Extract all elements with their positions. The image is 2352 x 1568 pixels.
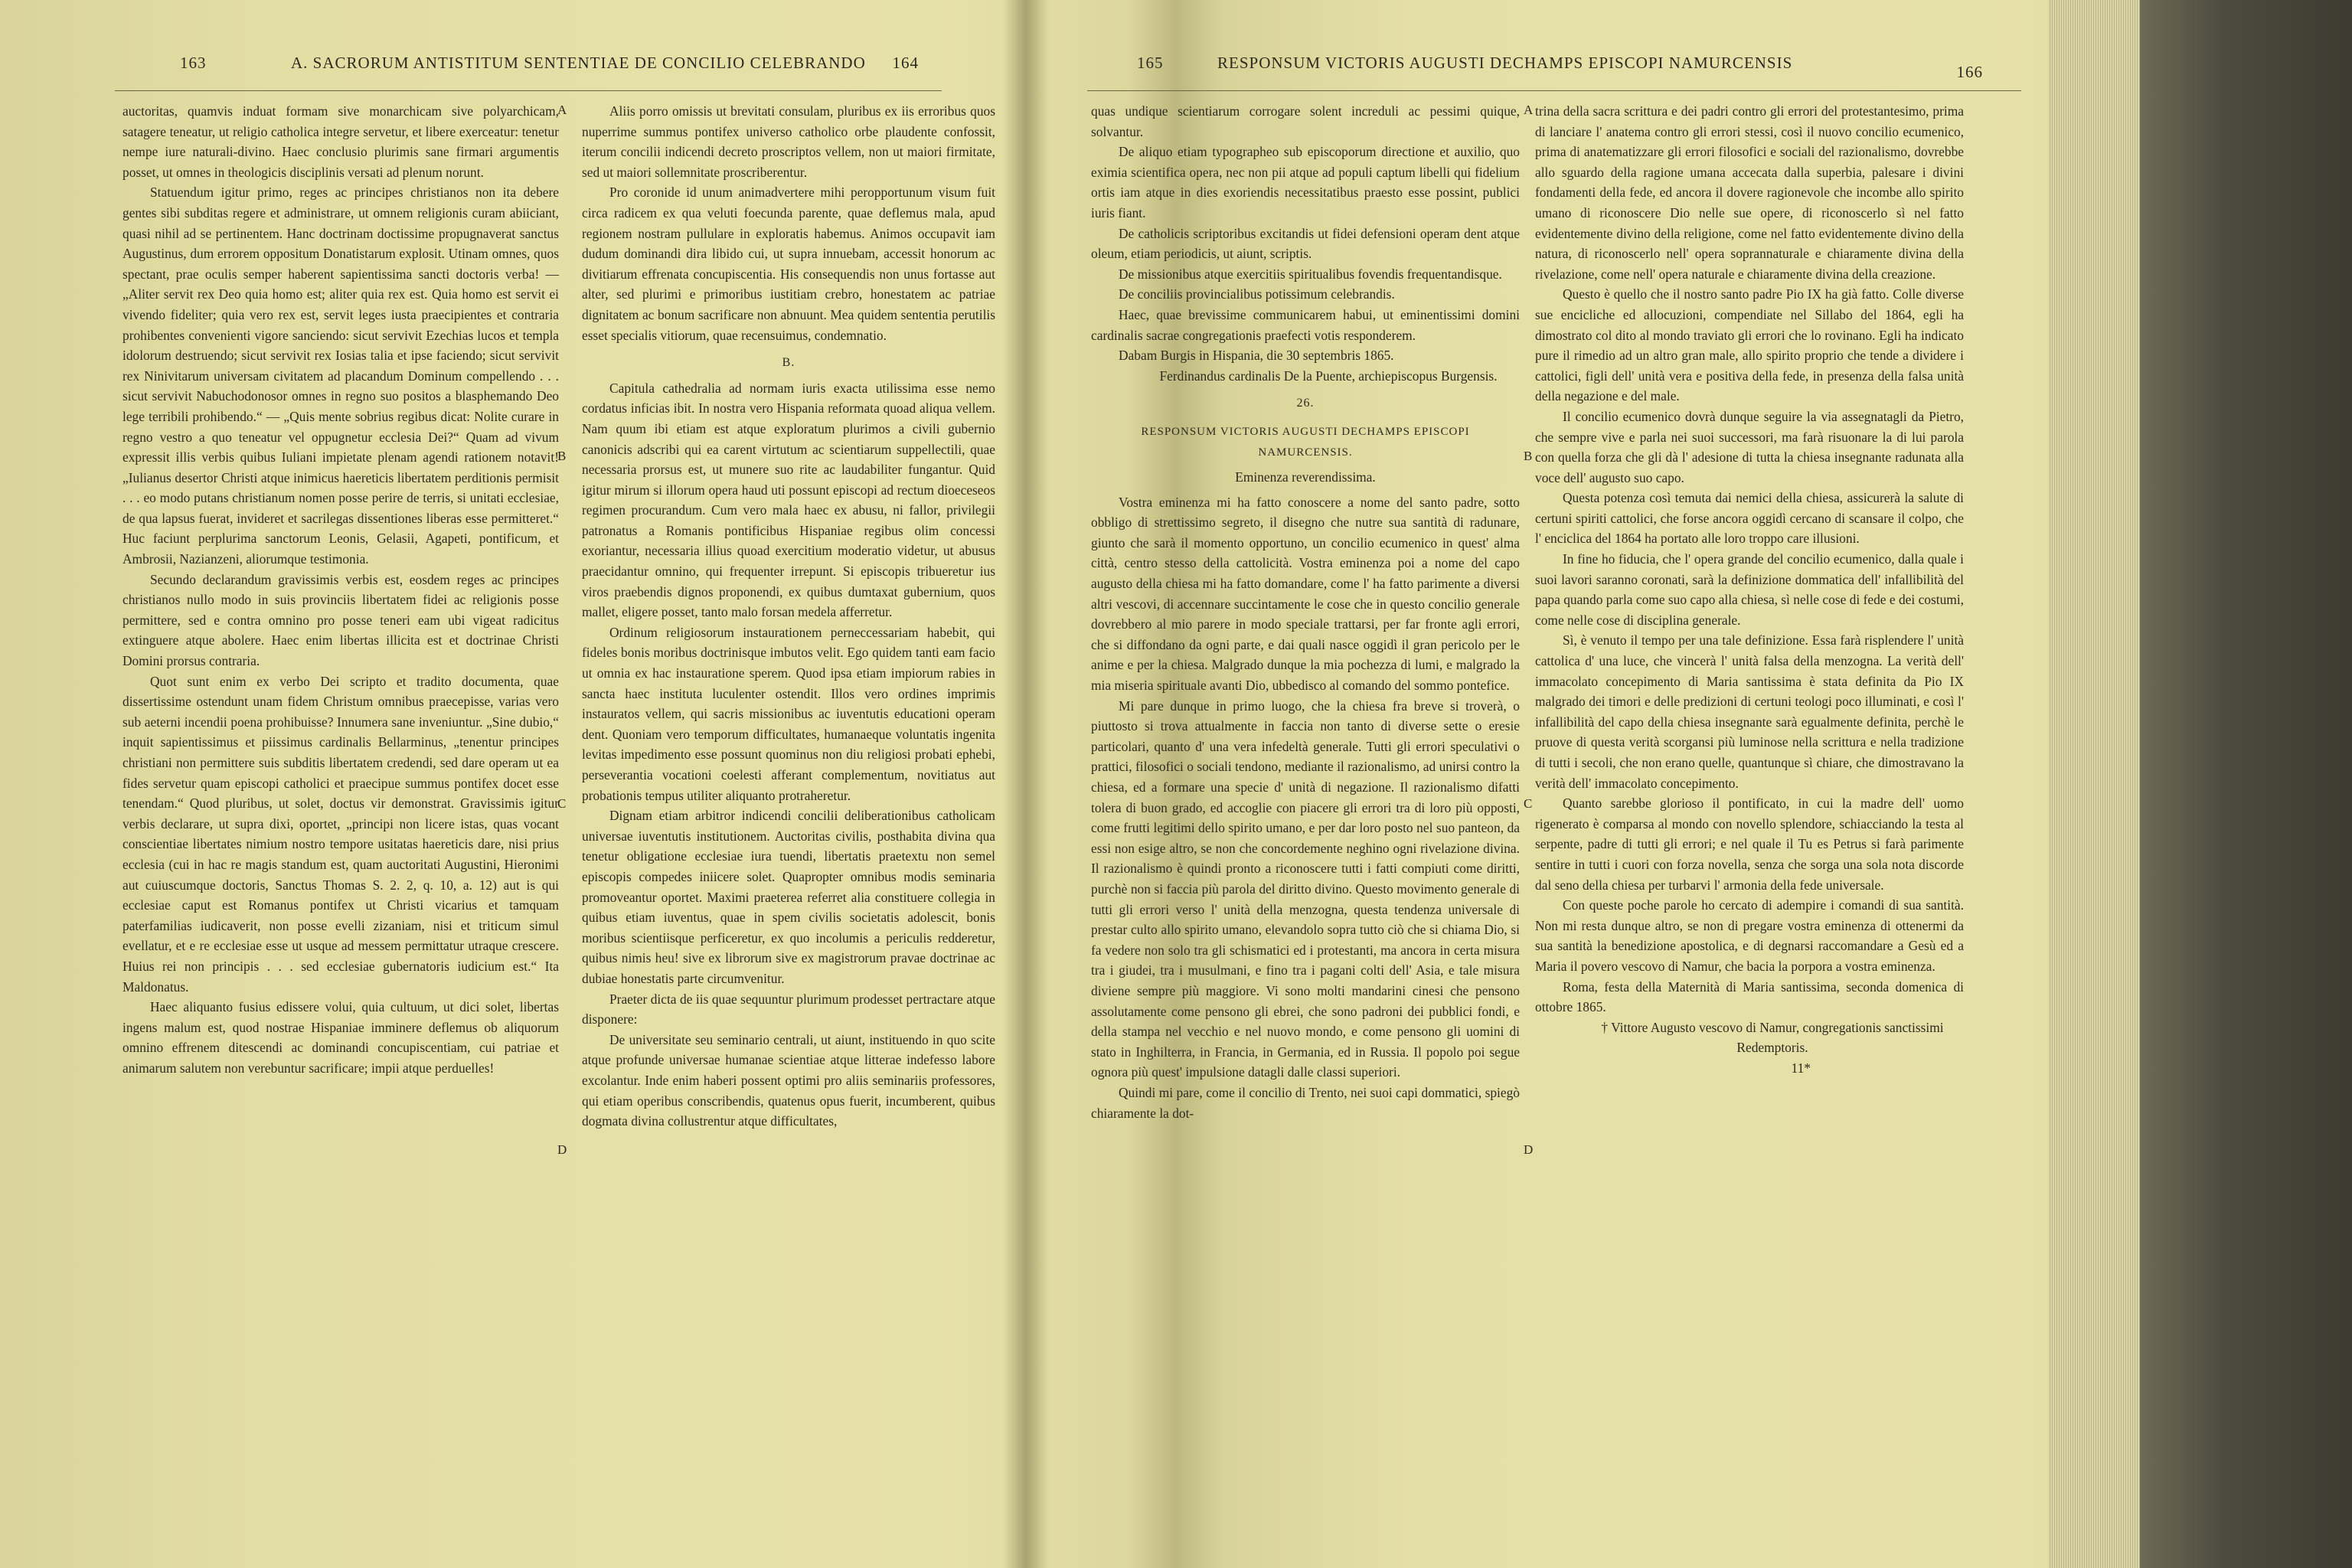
page-number: 165 <box>1137 54 1164 72</box>
paragraph: Secundo declarandum gravissimis verbis est, eosdem reges ac principes christianos nullo modo in suis provinciis libertatem fidei ac religionis posse permittere, sed e contra omnino pro posse teneri eam ubi vigeat radicitus extinguere atque abolere. Haec enim libertas illicita est et doctrinae Christi Domini prorsus contraria. <box>122 571 559 669</box>
signer: Ferdinandus cardinalis De la Puente, archiepiscopus Burgensis. <box>1159 368 1498 384</box>
section-heading: B. <box>782 356 795 370</box>
paragraph: Dignam etiam arbitror indicendi concilii deliberationibus catholicam universae iuventutis institutionem. Auctoritas civilis, posthabita divina qua tenetur obligatione ecclesiae iura tuendi, libertatis praetextu non semel episcopis compedes iniicere solet. Quapropter omnibus modis seminaria promoveantur oportet. Maximi praeterea referret alia constituere collegia in quibus etiam iuventus, quae in spem civilis societatis adolescit, bonis moribus scientiisque perficeretur, ex quo incolumis a periculis redderetur, quibus nimis heu! sive ex librorum sive ex magistrorum pravae doctrinae ac dubiae honestatis parte circumvenitur. <box>582 808 995 986</box>
background-surface <box>2140 0 2352 1568</box>
left-page-header <box>46 54 988 84</box>
paragraph: Ordinum religiosorum instaurationem perneccessariam habebit, qui fideles bonis moribus doctrinisque imbutos velit. Ego quidem tanti eam facio ut omnia ex hac instauratione sperem. Quod ipsa etiam impiorum rabies in sancta haec instituta luculenter ostendit. Illos vero ordines imprimis instauratos vellem, qui sacris missionibus ac iuventutis educationi operam dent. Quoniam vero temporum difficultates, humanaeque voluntatis ingenita levitas impedimento esse possunt quominus non diu religiosi probati ephebi, perseverantia vocationi coelesti afferant complementum, novitiatus aut probationis tempus utiliter aliquanto protraheretur. <box>582 624 995 803</box>
paragraph: Con queste poche parole ho cercato di adempire i comandi di sua santità. Non mi resta dunque altro, se non di pregare vostra eminenza di ottenermi da sua santità la benedizione apostolica, e di degnarsi raccomandare a Gesù ed a Maria il povero vescovo di Namur, che bacia la porpora a vostra eminenza. <box>1535 897 1964 974</box>
paragraph: Statuendum igitur primo, reges ac principes christianos non ita debere gentes sibi subditas regere et administrare, ut omnem religionis curam abiiciant, quasi nihil ad se pertinentem. Hanc doctrinam doctissime propugnaverat sanctus Augustinus, dum errorem oppositum Donatistarum explosit. Utinam omnes, quos spectant, prae oculis semper haberent sapientissima sancti doctoris verba! — „Aliter servit rex Deo quia homo est; aliter quia rex est. Quia homo est servit ei vivendo fideliter; quia vero rex est, servit leges iusta praecipientes et contraria prohibentes convenienti vigore sanciendo: sicut servivit Ezechias lucos et templa idolorum destruendo; sicut servivit rex Iosias talia et ipse faciendo; sicut servivit rex Ninivitarum universam civitatem ad placandum Dominum compellendo . . . sicut servivit Nabuchodonosor omnes in regno suo positos a blasphemando Deo lege terribili prohibendo.“ — „Quis mente sobrius regibus dicat: Nolite curare in regno vestro a quo teneatur vel oppugnetur ecclesia Dei?“ Quam ad vivum expressit illis verbis quibus Iuliani impietate plenam agendi rationem notavit! „Iulianus desertor Christi atque inimicus haereticis libertatem perditionis permisit . . . eo modo putans christianum nomen posse perire de terris, si unitati ecclesiae, de qua lapsus fuerat, invideret et sacrilegas dissentiones liberas esse permitteret.“ Huc faciunt perplurima sanctorum Leonis, Gelasii, Agapeti, pontificum, et Ambrosii, Nazianzeni, aliorumque testimonia. <box>122 185 559 567</box>
section-marker: A <box>557 103 567 117</box>
paragraph: Questa potenza così temuta dai nemici della chiesa, assicurerà la salute di certuni spiriti cattolici, che forse ancora oggidì cercano di scansare il colpo, che l' enciclica del 1864 ha portato alle loro troppo care illusioni. <box>1535 490 1964 547</box>
header-rule <box>1087 90 2021 91</box>
section-marker: D <box>1524 1142 1534 1157</box>
paragraph: Quanto sarebbe glorioso il pontificato, in cui la madre dell' uomo rigenerato è comparsa al mondo con novello splendore, schiacciando la testa al serpente, padre di tutti gli errori; e nel quale il Tu es Petrus si farà parimente sentire in tutti i cuori con forza novella, senza che sorga una sola nota discorde dal seno della chiesa per turbarvi l' armonia della fede universale. <box>1535 795 1964 893</box>
right-column-2 <box>1535 101 1964 1079</box>
right-page <box>1026 0 2044 1568</box>
paragraph: De aliquo etiam typographeo sub episcoporum directione et auxilio, quo eximia scientifica opera, nec non pii atque ad populi captum libelli qui fidelium ortis iam atque in dies exoriendis necessitatibus praesto esse possint, publici iuris fiant. <box>1091 144 1520 220</box>
paragraph: De missionibus atque exercitiis spiritualibus fovendis frequentandisque. <box>1119 266 1502 282</box>
page-edges <box>2048 0 2140 1568</box>
section-marker: A <box>1524 103 1534 117</box>
paragraph: Sì, è venuto il tempo per una tale definizione. Essa farà risplendere l' unità cattolica d' una luce, che vincerà l' unità falsa della menzogna. La verità dell' immacolato concepimento di Maria santissima è stata definita da Pio IX malgrado dei timori e delle predizioni di certuni teologi poco illuminati, e così l' infallibilità del capo della chiesa insegnante sarà egualmente definita, perchè le pruove di questa verità scorgansi più luminose nella scrittura e nella tradizione di tutti i secoli, che non erano quelle, quantunque sì chiare, che dimostravano la verità dell' immacolato concepimento. <box>1535 632 1964 791</box>
left-column-1 <box>122 101 559 1079</box>
paragraph: quas undique scientiarum corrogare solent increduli ac pessimi quique, solvantur. <box>1091 103 1520 139</box>
salutation: Eminenza reverendissima. <box>1235 469 1376 485</box>
section-marker: B <box>557 449 567 463</box>
paragraph: In fine ho fiducia, che l' opera grande del concilio ecumenico, dalla quale i suoi lavori saranno coronati, sarà la definizione dommatica dell' infallibilità del papa quando parla come suo capo alla chiesa, sì nelle cose di fede e dei costumi, come nelle cose di disciplina generale. <box>1535 551 1964 628</box>
right-column-1 <box>1091 101 1520 1123</box>
section-number: 26. <box>1296 397 1315 410</box>
paragraph: Vostra eminenza mi ha fatto conoscere a nome del santo padre, sotto obbligo di strettissimo segreto, il disegno che nutre sua santità di radunare, giunto che sarà il momento opportuno, un concilio ecumenico in quest' alma città, centro stesso della cattolicità. Vostra eminenza poi a nome del capo augusto della chiesa mi ha fatto domandare, come l' ha fatto parimente a diversi altri vescovi, di accennare succintamente le cose che in questo concilio generale dovrebbero al mio parere in modo speciale trattarsi, per far fronte agli errori, che si diffondano da ogni parte, e dai quali nasce oggidì il gran pericolo per le anime e per la chiesa. Malgrado dunque la mia pochezza di lumi, e malgrado la mia miseria spirituale avanti Dio, ubbedisco al comando del sommo pontefice. <box>1091 494 1520 694</box>
paragraph: trina della sacra scrittura e dei padri contro gli errori del protestantesimo, prima di lanciare l' anatema contro gli errori stessi, così il nuovo concilio ecumenico, prima di anatematizzare gli errori filosofici e sociali del razionalismo, dovrebbe allo sguardo della ragione umana accecata dalla superbia, palesare i divini fondamenti della fede, ed ancora il dovere ragionevole che incombe allo spirito umano di riconoscere Dio nelle sue opere, di riconoscerlo sì nel fatto evidentemente divino della religione, come nel fatto evidentemente divino della natura, di riconoscerlo nell' opera soprannaturale e chiaramente divina della rivelazione, come nell' opera naturale e chiaramente divina della creazione. <box>1535 103 1964 282</box>
paragraph: Quindi mi pare, come il concilio di Trento, nei suoi capi dommatici, spiegò chiaramente la dot- <box>1091 1084 1520 1121</box>
right-page-header <box>1072 54 2014 84</box>
paragraph: Capitula cathedralia ad normam iuris exacta utilissima esse nemo cordatus inficias ibit. In nostra vero Hispania reformata quoad aliqua vellem. Nam quum ibi etiam est atque exploratum plurimos a civili gubernio canonicis adscribi qui ea carent virtutum ac scientiarum suppellectili, quae necessaria prorsus est, ut munere suo rite ac laudabiliter fungantur. Quid igitur mirum si illorum opera haud uti possunt episcopi ad rectum dioeceseos regimen procurandum. Cum vero mala haec ex abusu, ni fallor, privilegii patronatus a Romanis pontificibus Hispaniae regibus olim concessi exoriantur, necessaria illius quoad exercitium moderatio videtur, ut abusus praecidantur omnino, qui frequenter irrepunt. Si episcopis tribueretur ius viros praebendis dignos proponendi, ex quibus dumtaxat gubernium, quos mallet, eligere posset, tanto malo forsan medela afferretur. <box>582 380 995 620</box>
paragraph: Haec, quae brevissime communicarem habui, ut eminentissimi domini cardinalis sacrae congregationis praefecti votis responderem. <box>1091 306 1520 343</box>
signature: † Vittore Augusto vescovo di Namur, congregationis sanctissimi Redemptoris. <box>1601 1019 1944 1056</box>
paragraph: De conciliis provincialibus potissimum celebrandis. <box>1119 286 1395 302</box>
paragraph: De universitate seu seminario centrali, ut aiunt, instituendo in quo scite atque profunde universae humanae scientiae atque litterae indefesso labore excolantur. Inde enim haberi possent optimi pro aliis seminariis professores, qui etiam operibus conscribendis, quatenus opus fuerit, incumberent, quibus dogmata divina collustrentur atque difficultates, <box>582 1031 995 1129</box>
section-marker: B <box>1524 449 1533 463</box>
paragraph: De catholicis scriptoribus excitandis ut fidei defensioni operam dent atque oleum, etiam periodicis, ut aiunt, scriptis. <box>1091 225 1520 262</box>
paragraph: Aliis porro omissis ut brevitati consulam, pluribus ex iis erroribus quos nuperrime summus pontifex universo catholico orbe plaudente confossit, iterum concilii indicendi decreto proscriptos vellem, non ut maiori firmitate, sed ut maiori sollemnitate proscriberentur. <box>582 103 995 180</box>
header-rule <box>115 90 942 91</box>
paragraph: Haec aliquanto fusius edissere volui, quia cultuum, ut dici solet, libertas ingens malum est, quod nostrae Hispaniae imminere deflemus ob aliquorum omnino effrenem ditescendi ac dominandi concupiscentiam, cui patriae et animarum salutem non verebuntur sacrificare; impii atque perduelles! <box>122 999 559 1076</box>
paragraph: Quot sunt enim ex verbo Dei scripto et tradito documenta, quae dissertissime ostendunt unam fidem Christum omnibus praecepisse, varias vero sub aeterni incendii poena prohibuisse? Innumera sane inveniuntur. „Sine dubio,“ inquit sapientissimus et piissimus cardinalis Bellarminus, „tenentur principes christiani non permittere suis subditis libertatem credendi, sed dare operam ut ea fides servetur quam episcopi catholici et praecipue summus pontifex docet esse tenendam.“ Quod pluribus, ut solet, doctus vir demonstrat. Gravissimis igitur verbis declarare, ut supra dixi, oportet, „principi non licere istas, quas vocant conscientiae libertates nimium nostro tempore usitatas haereticis dare, nisi prius ecclesia (cui in hac re magis standum est, quam auctoritati Augustini, Hieronimi aut cuiuscumque doctoris, Sanctus Thomas S. 2. 2, q. 10, a. 12) aut is qui ecclesiae caput est Romanus pontifex ut Christi vicarius et tamquam paterfamilias iudicaverit, non posse evelli zizaniam, nisi et triticum simul evellatur, et e re ecclesiae esse ut usque ad messem permittatur utraque crescere. Huius rei non principis . . . sed ecclesiae gubernatoris iudicium est.“ Ita Maldonatus. <box>122 673 559 995</box>
running-title: RESPONSUM VICTORIS AUGUSTI DECHAMPS EPISCOPI NAMURCENSIS <box>1217 54 1793 72</box>
paragraph: Pro coronide id unum animadvertere mihi peropportunum visum fuit circa radicem ex qua veluti foecunda parente, quae deflemus mala, apud regionem nostram pullulare in exploratis habemus. Animos occupavit iam dudum dominandi dira libido cui, ut supra innuebam, accessit honorum ac divitiarum effrenata concupiscentia. His consequendis non unus fortasse aut alter, sed plurimi e primoribus iustitiam crebro, honestatem ac patriae dignitatem ac bonum sacrificare non abnuunt. Mea quidem sententia perutilis esset specialis vitiorum, quae recensuimus, condemnatio. <box>582 185 995 343</box>
section-marker: D <box>557 1142 567 1157</box>
signature-mark: 11* <box>1791 1060 1811 1076</box>
paragraph: auctoritas, quamvis induat formam sive monarchicam sive polyarchicam, satagere teneatur, ut religio catholica integre servetur, et libere exerceatur: tenetur nempe iure naturali-divino. Haec conclusio plurimis sane firmari argumentis posset, ut omnes in theologicis disciplinis versati ad plenum norunt. <box>122 103 559 180</box>
section-marker: C <box>557 796 567 811</box>
section-marker: C <box>1524 796 1533 811</box>
left-page <box>0 0 1018 1568</box>
left-column-2 <box>582 101 995 1132</box>
paragraph: Mi pare dunque in primo luogo, che la chiesa fra breve si troverà, o piuttosto si trova attualmente in faccia non tanto di diverse sette o eresie particolari, quanto d' una vera infedeltà generale. Tutti gli errori speculativi o prattici, filosofici o sociali tendono, mediante il razionalismo, ad unirsi contro la chiesa, ed a formare una specie d' unità di negazione. Il razionalismo difatti tolera di buon grado, ed accoglie con piacere gli errori tra di loro più opposti, come frutti legitimi dello spirito umano, e per dar loro posto nel suo panteon, da essi non esige altro, se non che concordemente neghino ogni rivelazione divina. Il razionalismo è quindi pronto a riconoscere tutti i fatti compiuti come diritti, purchè non si faccia più parola del diritto divino. Questo movimento generale di tutti gli errori verso l' unità della menzogna, questa tendenza universale di prestar culto allo spirito umano, elevandolo sopra tutto ciò che si chiama Dio, si fa vedere non solo tra gli schismatici ed i protestanti, ma ancora in certa misura tra i giudei, tra i musulmani, e fino tra i pagani colti dell' Asia, e tale misura diviene sempre più maggiore. Vi sono molti mandarini cinesi che pensono assolutamente come pensono gli ebrei, che sono padroni dei pubblici fondi, e della stampa nel vecchio e nel nuovo mondo, e come pensono gli uomini di stato in Inghilterra, in Francia, in Germania, ed in Russia. Il popolo poi segue ognora più quest' impulsione datagli dalle classi superiori. <box>1091 697 1520 1080</box>
paragraph: Questo è quello che il nostro santo padre Pio IX ha già fatto. Colle diverse sue encicliche ed allocuzioni, compendiate nel Sillabo del 1864, egli ha dimostrato col dito al mondo traviato gli errori che lo rovinano. Egli ha indicato pure il rimedio ad un altro gran male, allo spirito proprio che tende a dividere i cattolici, figli dell' unità vera e positiva della fede, in presenza della falsa unità della negazione e del male. <box>1535 286 1964 404</box>
paragraph: Praeter dicta de iis quae sequuntur plurimum prodesset pertractare atque disponere: <box>582 991 995 1027</box>
column-number: 166 <box>1956 63 1983 81</box>
paragraph: Roma, festa della Maternità di Maria santissima, seconda domenica di ottobre 1865. <box>1535 978 1964 1015</box>
paragraph: Il concilio ecumenico dovrà dunque seguire la via assegnatagli da Pietro, che sempre vive e parla nei suoi successori, ma farà risuonare la di lui parola con quella forza che gli dà l' adesione di tutta la chiesa insegnante radunata alla voce dell' augusto suo capo. <box>1535 408 1964 485</box>
running-title: A. SACRORUM ANTISTITUM SENTENTIAE DE CONCILIO CELEBRANDO <box>291 54 866 72</box>
column-number: 164 <box>892 54 919 72</box>
dateline: Dabam Burgis in Hispania, die 30 septembris 1865. <box>1119 348 1394 364</box>
section-title: RESPONSUM VICTORIS AUGUSTI DECHAMPS EPISCOPI NAMURCENSIS. <box>1141 425 1470 459</box>
page-number: 163 <box>180 54 207 72</box>
